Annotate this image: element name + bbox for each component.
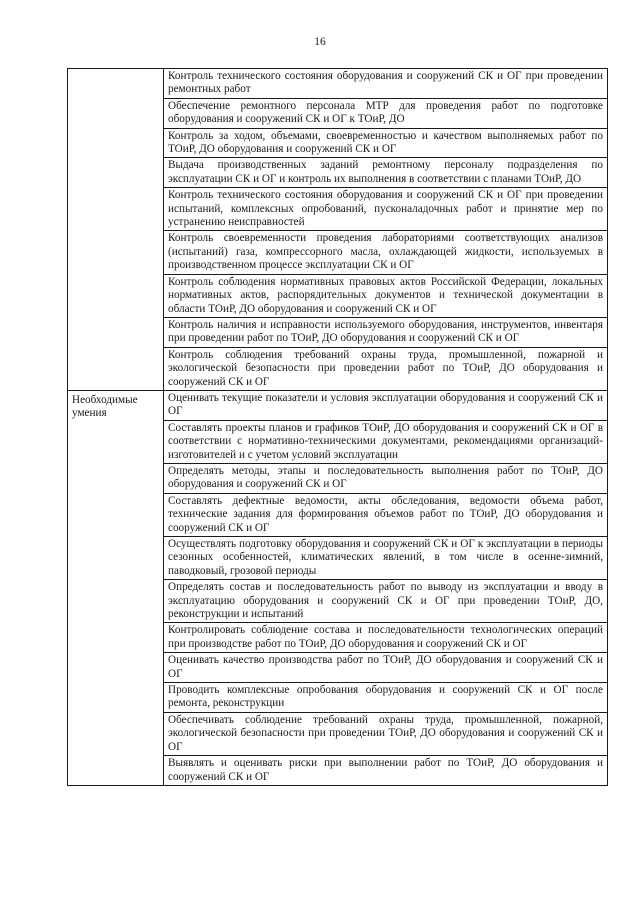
table-cell: Осуществлять подготовку оборудования и сооружений СК и ОГ к эксплуатации в периоды сезонных особенностей, климатических явлений, в том числе в осенне-зимний, паводковый, грозовой периоды	[164, 537, 608, 580]
table-cell: Контролировать соблюдение состава и последовательности технологических операций при производстве работ по ТОиР, ДО оборудования и сооружений СК и ОГ	[164, 623, 608, 653]
table-cell: Контроль своевременности проведения лабораториями соответствующих анализов (испытаний) газа, компрессорного масла, охлаждающей жидкости, используемых в производственном процессе эксплуатации СК и ОГ	[164, 231, 608, 274]
table-cell: Составлять проекты планов и графиков ТОиР, ДО оборудования и сооружений СК и ОГ в соответствии с нормативно-техническими документами, рекомендациями организаций-изготовителей и с учетом условий эксплуатации	[164, 420, 608, 463]
table-cell: Контроль соблюдения требований охраны труда, промышленной, пожарной и экологической безопасности при проведении работ по ТОиР, ДО оборудования и сооружений СК и ОГ	[164, 347, 608, 390]
table-cell: Проводить комплексные опробования оборудования и сооружений СК и ОГ после ремонта, реконструкции	[164, 683, 608, 713]
table-row	[68, 390, 608, 420]
label-cell-empty	[68, 69, 164, 391]
table-cell: Оценивать качество производства работ по ТОиР, ДО оборудования и сооружений СК и ОГ	[164, 653, 608, 683]
table-cell: Контроль технического состояния оборудования и сооружений СК и ОГ при проведении ремонтных работ	[164, 69, 608, 99]
table-cell: Составлять дефектные ведомости, акты обследования, ведомости объема работ, технические задания для формирования объемов работ по ТОиР, ДО оборудования и сооружений СК и ОГ	[164, 493, 608, 536]
table-cell: Контроль за ходом, объемами, своевременностью и качеством выполняемых работ по ТОиР, ДО оборудования и сооружений СК и ОГ	[164, 128, 608, 158]
table-cell: Обеспечивать соблюдение требований охраны труда, промышленной, пожарной, экологической безопасности при проведении ТОиР, ДО оборудования и сооружений СК и ОГ	[164, 712, 608, 755]
requirements-table	[67, 68, 608, 786]
skills-label: Необходимые умения	[68, 390, 164, 785]
page-number: 16	[314, 36, 326, 48]
table-cell: Определять состав и последовательность работ по выводу из эксплуатации и вводу в эксплуатацию оборудования и сооружений СК и ОГ при проведении ТОиР, ДО, реконструкции и испытаний	[164, 580, 608, 623]
table-cell: Контроль технического состояния оборудования и сооружений СК и ОГ при проведении испытаний, комплексных опробований, пусконаладочных работ и принятие мер по устранению неисправностей	[164, 188, 608, 231]
table-cell: Определять методы, этапы и последовательность выполнения работ по ТОиР, ДО оборудования и сооружений СК и ОГ	[164, 463, 608, 493]
table-cell: Контроль соблюдения нормативных правовых актов Российской Федерации, локальных нормативных актов, распорядительных документов и технической документации в области ТОиР, ДО оборудования и сооружений СК и ОГ	[164, 274, 608, 317]
table-cell: Обеспечение ремонтного персонала МТР для проведения работ по подготовке оборудования и сооружений СК и ОГ к ТОиР, ДО	[164, 98, 608, 128]
table-cell: Контроль наличия и исправности используемого оборудования, инструментов, инвентаря при проведении работ по ТОиР, ДО оборудования и сооружений СК и ОГ	[164, 317, 608, 347]
table-cell: Оценивать текущие показатели и условия эксплуатации оборудования и сооружений СК и ОГ	[164, 390, 608, 420]
table-row	[68, 69, 608, 99]
table-cell: Выдача производственных заданий ремонтному персоналу подразделения по эксплуатации СК и ОГ и контроль их выполнения в соответствии с планами ТОиР, ДО	[164, 158, 608, 188]
table-cell: Выявлять и оценивать риски при выполнении работ по ТОиР, ДО оборудования и сооружений СК и ОГ	[164, 756, 608, 786]
